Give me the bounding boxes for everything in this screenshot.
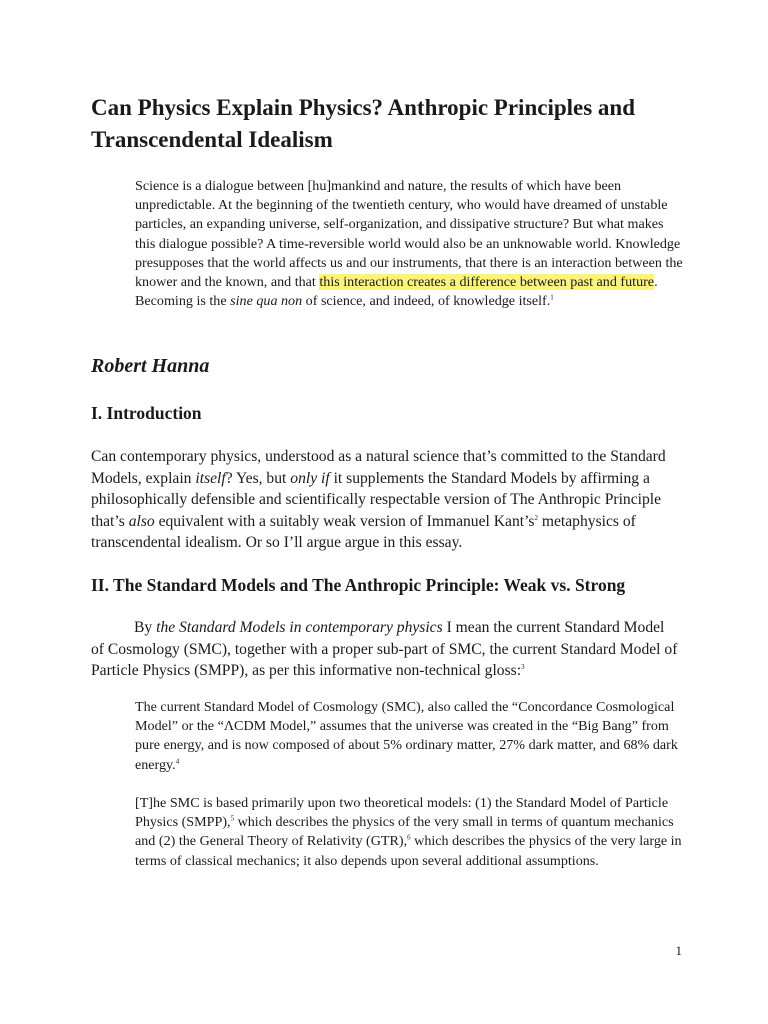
footnote-ref-5[interactable]: 5 xyxy=(230,814,235,823)
block-quote-smc-text: The current Standard Model of Cosmology (SMC), also called the “Concordance Cosmological Model” or the “ΛCDM Model,” assumes that the universe was created in the “Big Bang” from pure energy, and is now composed of about 5% ordinary matter, 27% dark matter, and 68% dark energy. xyxy=(135,699,678,773)
block-quote-smc xyxy=(135,698,685,775)
epigraph-text-end: of science, and indeed, of knowledge itself. xyxy=(302,293,551,310)
block-quote-smc-basis xyxy=(135,794,685,871)
block-quote-basis-text-1: [T]he SMC is based primarily upon two theoretical models: (1) the Standard Model of Particle Physics (SMPP), xyxy=(135,795,669,831)
paper-title-line-1: Can Physics Explain Physics? Anthropic Principles and xyxy=(91,95,636,120)
intro-text-2: ? Yes, but xyxy=(225,469,291,487)
epigraph-italic-phrase: sine qua non xyxy=(230,293,303,310)
intro-italic-itself: itself xyxy=(195,469,226,487)
epigraph-quote xyxy=(135,177,685,311)
block-quote-basis-text-2: which describes the physics of the very small in terms of quantum mechanics and (2) the General Theory of Relativity (GTR), xyxy=(135,814,674,850)
intro-italic-also: also xyxy=(128,512,155,530)
section-heading-standard-models: II. The Standard Models and The Anthropic Principle: Weak vs. Strong xyxy=(91,575,626,595)
intro-text-4: equivalent with a suitably weak version of Immanuel Kant’s xyxy=(154,512,535,530)
sm-text-1: By xyxy=(134,619,157,636)
epigraph-text: Science is a dialogue between [hu]mankind and nature, the results of which have been unpredictable. At the beginning of the twentieth century, who would have dreamed of unstable particles, an expanding universe, self-organization, and dissipative structure? But what makes this dialogue possible? A time-reversible world would also be an unknowable world. Knowledge presupposes that the world affects us and our instruments, that there is an interaction between the knower and the known, and that xyxy=(135,178,683,291)
section-heading-introduction: I. Introduction xyxy=(91,403,202,423)
footnote-ref-6[interactable]: 6 xyxy=(407,833,411,842)
intro-text-5: metaphysics of transcendental idealism. Or so I’ll argue argue in this essay. xyxy=(91,512,636,552)
highlighted-passage[interactable]: this interaction creates a difference between past and future xyxy=(319,274,655,291)
footnote-ref-4[interactable]: 4 xyxy=(175,756,180,765)
footnote-ref-3[interactable]: 3 xyxy=(521,663,525,671)
intro-text-1: Can contemporary physics, understood as a natural science that’s committed to the Standard Models, explain xyxy=(91,448,666,487)
block-quote-basis-text-3: which describes the physics of the very large in terms of classical mechanics; it also depends upon several additional assumptions. xyxy=(135,833,682,869)
epigraph-text-continued: . Becoming is the xyxy=(135,274,658,310)
author-name: Robert Hanna xyxy=(91,355,210,377)
sm-text-2: I mean the current Standard Model of Cosmology (SMC), together with a proper sub-part of SMC, the current Standard Model of Particle Physics (SMPP), as per this informative non-technical gloss: xyxy=(91,619,678,680)
footnote-ref-1[interactable]: 1 xyxy=(550,293,554,302)
intro-italic-only-if: only if xyxy=(290,469,330,487)
intro-text-3: it supplements the Standard Models by affirming a philosophically defensible and scientifically respectable version of The Anthropic Principle that’s xyxy=(91,469,662,530)
page-number: 1 xyxy=(675,943,682,958)
sm-italic-phrase: the Standard Models in contemporary physics xyxy=(156,619,443,636)
standard-models-paragraph xyxy=(91,617,681,682)
introduction-paragraph xyxy=(91,446,681,554)
paper-title-line-2: Transcendental Idealism xyxy=(91,127,333,152)
paper-title xyxy=(91,92,691,156)
footnote-ref-2[interactable]: 2 xyxy=(534,513,538,522)
